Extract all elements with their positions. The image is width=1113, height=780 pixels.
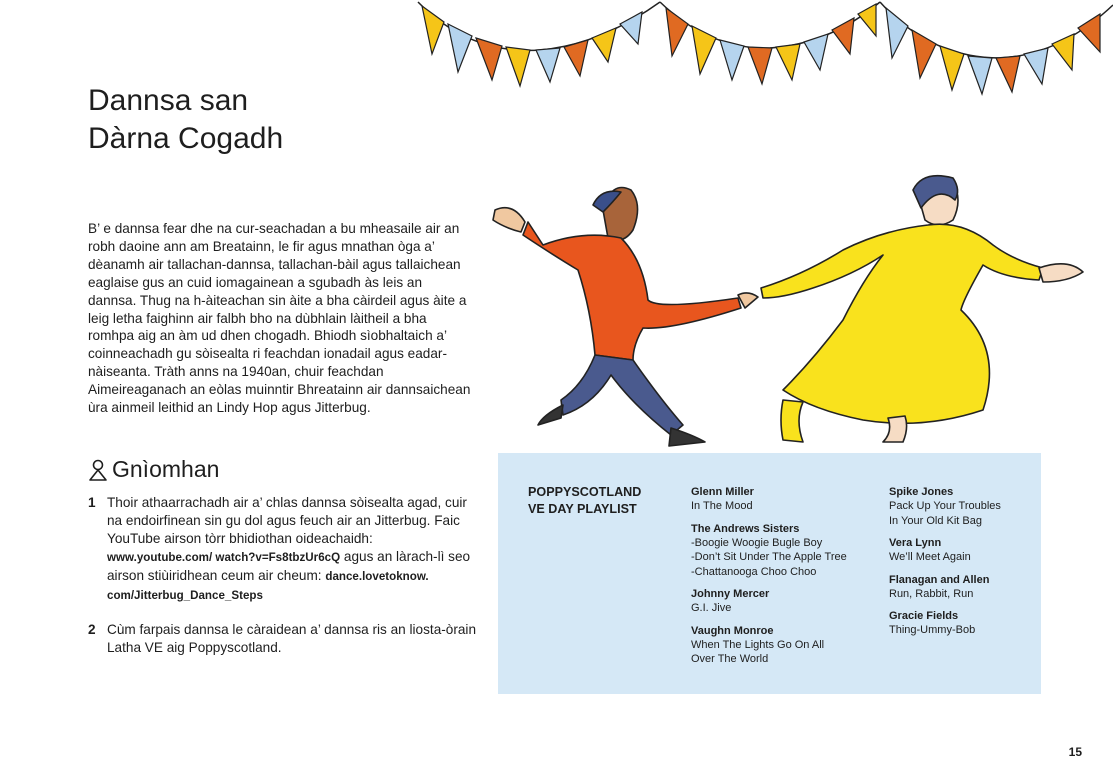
playlist-entry — [889, 485, 1039, 528]
playlist-entry — [691, 624, 881, 667]
bunting-illustration — [410, 0, 1113, 110]
song-title: G.I. Jive — [691, 602, 732, 614]
playlist-entry — [889, 573, 1039, 602]
activity-heading — [88, 456, 219, 483]
dancers-illustration — [483, 150, 1108, 455]
playlist-column-1 — [691, 485, 881, 675]
artist-name: The Andrews Sisters — [691, 522, 800, 535]
song-title: Thing-Ummy-Bob — [889, 624, 976, 636]
song-title: -Boogie Woogie Bugle Boy — [691, 536, 823, 549]
playlist-entry — [691, 587, 881, 616]
artist-name: Johnny Mercer — [691, 588, 770, 600]
playlist-title — [528, 484, 658, 518]
intro-paragraph: B’ e dannsa fear dhe na cur-seachadan a bu mheasaile air an robh daoine ann am Breatainn, le fir agus mnathan òga a’ dèanamh air tallachan-dannsa, tallachan-bàil agus tallaichean eaglaise gus an cuid iomagainean a sgubadh às leis an dannsa. Thug na h-àiteachan sin àite a bha càirdeil agus àite a leig letha faighinn air falbh bho na dùbhlain làitheil a bha romhpa aig an àm ud dhen chogadh. Bhiodh sìobhaltaich a’ coinneachadh gu sòisealta ri feachdan ionadail agus eadar-nàiseanta. Tràth anns na 1940an, chuir feachdan Aimeireaganach an eòlas muinntir Bhreatainn air dannsaichean ùra ainmeil leithid an Lindy Hop agus Jitterbug. — [88, 221, 471, 416]
song-title: Run, Rabbit, Run — [889, 587, 974, 600]
activity-text: Cùm farpais dannsa le càraidean a’ dannsa ris an liosta-òrain Latha VE aig Poppyscotland. — [107, 622, 477, 655]
artist-name: Glenn Miller — [691, 486, 754, 498]
playlist-entry — [889, 609, 1039, 638]
playlist-title-line-1: POPPYSCOTLAND — [528, 485, 642, 499]
title-line-2: Dàrna Cogadh — [88, 122, 284, 155]
artist-name: Gracie Fields — [889, 610, 959, 622]
activity-number: 2 — [88, 622, 96, 637]
playlist-column-2 — [889, 485, 1039, 646]
artist-name: Flanagan and Allen — [889, 573, 990, 586]
playlist-box — [498, 453, 1041, 694]
artist-name: Spike Jones — [889, 486, 954, 498]
song-title: In The Mood — [691, 500, 753, 512]
lovetoknow-link[interactable]: dance.lovetoknow. com/Jitterbug_Dance_Steps — [107, 570, 429, 602]
song-title: Pack Up Your Troubles — [889, 500, 1001, 512]
activity-item — [88, 494, 478, 605]
playlist-entry — [691, 485, 881, 514]
song-title: Over The World — [691, 653, 769, 665]
activity-number: 1 — [88, 495, 96, 510]
page-number: 15 — [1068, 745, 1082, 759]
page-title — [88, 82, 283, 158]
title-line-1: Dannsa san — [88, 84, 249, 117]
playlist-entry — [889, 536, 1039, 565]
activity-item — [88, 621, 478, 657]
song-title: We’ll Meet Again — [889, 551, 971, 563]
activity-text: Thoir athaarrachadh air a’ chlas dannsa sòisealta agad, cuir na endoirfinean sin gu dol agus feuch air an Jitterbug. Faic YouTube airson tòrr bhidiothan oideachaidh: — [107, 495, 467, 546]
song-title: -Don’t Sit Under The Apple Tree — [691, 551, 847, 563]
activity-list — [88, 494, 478, 673]
song-title: When The Lights Go On All — [691, 638, 825, 651]
activity-heading-label: Gnìomhan — [112, 456, 220, 482]
activity-text: agus an làrach-lì seo airson stiùiridhean ceum air cheum: — [107, 549, 471, 583]
person-icon — [88, 459, 108, 481]
playlist-title-line-2: VE DAY PLAYLIST — [528, 502, 637, 516]
song-title: In Your Old Kit Bag — [889, 514, 982, 527]
youtube-link[interactable]: www.youtube.com/ watch?v=Fs8tbzUr6cQ — [107, 551, 341, 564]
song-title: -Chattanooga Choo Choo — [691, 565, 817, 578]
artist-name: Vera Lynn — [889, 537, 942, 549]
artist-name: Vaughn Monroe — [691, 624, 774, 637]
playlist-entry — [691, 522, 881, 580]
